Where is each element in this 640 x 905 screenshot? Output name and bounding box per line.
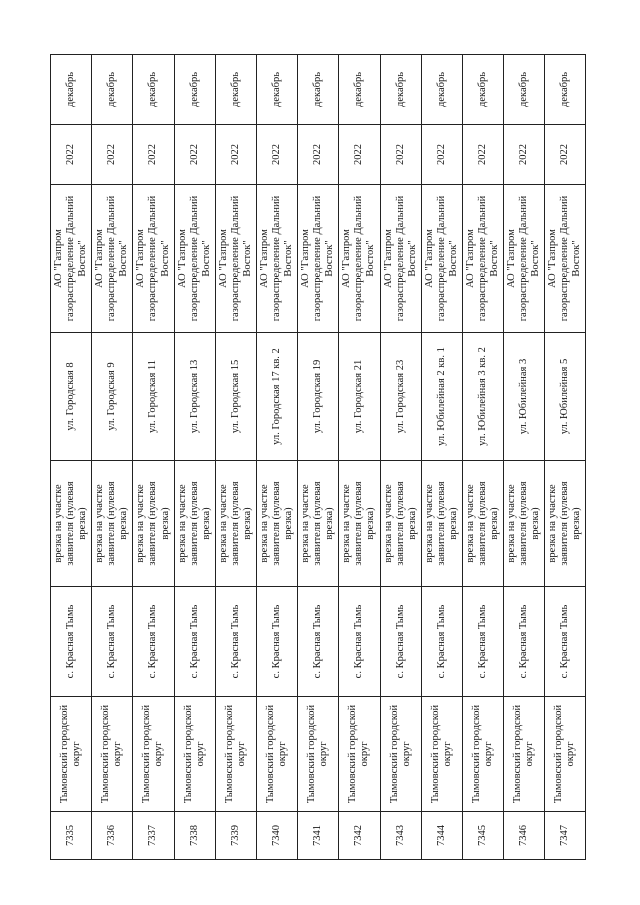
cell-month: декабрь (133, 55, 174, 125)
cell-month: декабрь (339, 55, 380, 125)
cell-organization: АО "Газпром газораспределение Дальний Восток" (462, 185, 503, 333)
cell-work-type: врезка на участке заявителя (нулевая врезка) (421, 461, 462, 587)
cell-month: декабрь (298, 55, 339, 125)
cell-work-type: врезка на участке заявителя (нулевая врезка) (133, 461, 174, 587)
cell-year: 2022 (545, 125, 586, 185)
cell-settlement: с. Красная Тымь (92, 587, 133, 697)
cell-district: Тымовский городской округ (298, 697, 339, 812)
cell-work-type: врезка на участке заявителя (нулевая врезка) (51, 461, 92, 587)
cell-settlement: с. Красная Тымь (298, 587, 339, 697)
cell-year: 2022 (504, 125, 545, 185)
cell-year: 2022 (174, 125, 215, 185)
cell-work-type: врезка на участке заявителя (нулевая врезка) (545, 461, 586, 587)
cell-month: декабрь (92, 55, 133, 125)
cell-organization: АО "Газпром газораспределение Дальний Восток" (92, 185, 133, 333)
table-row (298, 55, 339, 860)
table-row (215, 55, 256, 860)
cell-organization: АО "Газпром газораспределение Дальний Восток" (215, 185, 256, 333)
cell-row-number: 7336 (92, 812, 133, 860)
cell-row-number: 7343 (380, 812, 421, 860)
cell-organization: АО "Газпром газораспределение Дальний Восток" (545, 185, 586, 333)
cell-organization: АО "Газпром газораспределение Дальний Восток" (504, 185, 545, 333)
cell-row-number: 7339 (215, 812, 256, 860)
table-row (339, 55, 380, 860)
document-page (50, 55, 583, 860)
cell-organization: АО "Газпром газораспределение Дальний Восток" (421, 185, 462, 333)
cell-district: Тымовский городской округ (256, 697, 297, 812)
cell-address: ул. Юбилейная 3 (504, 333, 545, 461)
cell-settlement: с. Красная Тымь (215, 587, 256, 697)
cell-month: декабрь (256, 55, 297, 125)
cell-address: ул. Юбилейная 5 (545, 333, 586, 461)
cell-work-type: врезка на участке заявителя (нулевая врезка) (462, 461, 503, 587)
cell-work-type: врезка на участке заявителя (нулевая врезка) (298, 461, 339, 587)
cell-address: ул. Городская 23 (380, 333, 421, 461)
cell-row-number: 7345 (462, 812, 503, 860)
cell-row-number: 7344 (421, 812, 462, 860)
cell-work-type: врезка на участке заявителя (нулевая врезка) (380, 461, 421, 587)
cell-organization: АО "Газпром газораспределение Дальний Восток" (380, 185, 421, 333)
cell-district: Тымовский городской округ (51, 697, 92, 812)
cell-row-number: 7338 (174, 812, 215, 860)
cell-address: ул. Городская 9 (92, 333, 133, 461)
cell-year: 2022 (339, 125, 380, 185)
table-row (421, 55, 462, 860)
cell-address: ул. Городская 17 кв. 2 (256, 333, 297, 461)
table-row (545, 55, 586, 860)
cell-row-number: 7347 (545, 812, 586, 860)
cell-district: Тымовский городской округ (215, 697, 256, 812)
cell-organization: АО "Газпром газораспределение Дальний Восток" (174, 185, 215, 333)
cell-month: декабрь (504, 55, 545, 125)
cell-district: Тымовский городской округ (421, 697, 462, 812)
cell-work-type: врезка на участке заявителя (нулевая врезка) (92, 461, 133, 587)
cell-settlement: с. Красная Тымь (51, 587, 92, 697)
cell-settlement: с. Красная Тымь (380, 587, 421, 697)
table-row (174, 55, 215, 860)
cell-work-type: врезка на участке заявителя (нулевая врезка) (339, 461, 380, 587)
cell-district: Тымовский городской округ (133, 697, 174, 812)
cell-month: декабрь (421, 55, 462, 125)
cell-month: декабрь (462, 55, 503, 125)
cell-month: декабрь (545, 55, 586, 125)
cell-address: ул. Городская 19 (298, 333, 339, 461)
cell-settlement: с. Красная Тымь (256, 587, 297, 697)
cell-address: ул. Юбилейная 2 кв. 1 (421, 333, 462, 461)
cell-work-type: врезка на участке заявителя (нулевая врезка) (215, 461, 256, 587)
cell-year: 2022 (215, 125, 256, 185)
cell-settlement: с. Красная Тымь (133, 587, 174, 697)
table-row (504, 55, 545, 860)
cell-district: Тымовский городской округ (339, 697, 380, 812)
cell-district: Тымовский городской округ (545, 697, 586, 812)
cell-work-type: врезка на участке заявителя (нулевая врезка) (504, 461, 545, 587)
cell-address: ул. Городская 21 (339, 333, 380, 461)
cell-year: 2022 (256, 125, 297, 185)
cell-year: 2022 (133, 125, 174, 185)
cell-month: декабрь (215, 55, 256, 125)
cell-organization: АО "Газпром газораспределение Дальний Восток" (51, 185, 92, 333)
cell-month: декабрь (51, 55, 92, 125)
cell-year: 2022 (92, 125, 133, 185)
cell-address: ул. Городская 8 (51, 333, 92, 461)
cell-district: Тымовский городской округ (462, 697, 503, 812)
cell-row-number: 7337 (133, 812, 174, 860)
cell-organization: АО "Газпром газораспределение Дальний Восток" (339, 185, 380, 333)
cell-organization: АО "Газпром газораспределение Дальний Восток" (298, 185, 339, 333)
cell-row-number: 7342 (339, 812, 380, 860)
table-body (51, 55, 586, 860)
cell-address: ул. Городская 11 (133, 333, 174, 461)
cell-district: Тымовский городской округ (92, 697, 133, 812)
cell-year: 2022 (462, 125, 503, 185)
cell-year: 2022 (51, 125, 92, 185)
cell-year: 2022 (380, 125, 421, 185)
cell-year: 2022 (421, 125, 462, 185)
cell-month: декабрь (380, 55, 421, 125)
cell-work-type: врезка на участке заявителя (нулевая врезка) (256, 461, 297, 587)
table-row (133, 55, 174, 860)
table-row (256, 55, 297, 860)
cell-row-number: 7340 (256, 812, 297, 860)
gas-connection-table (50, 54, 586, 860)
table-row (51, 55, 92, 860)
cell-district: Тымовский городской округ (380, 697, 421, 812)
table-row (92, 55, 133, 860)
cell-settlement: с. Красная Тымь (174, 587, 215, 697)
cell-organization: АО "Газпром газораспределение Дальний Восток" (256, 185, 297, 333)
table-row (380, 55, 421, 860)
cell-row-number: 7346 (504, 812, 545, 860)
cell-settlement: с. Красная Тымь (504, 587, 545, 697)
cell-settlement: с. Красная Тымь (545, 587, 586, 697)
cell-address: ул. Городская 13 (174, 333, 215, 461)
cell-settlement: с. Красная Тымь (421, 587, 462, 697)
cell-row-number: 7341 (298, 812, 339, 860)
table-row (462, 55, 503, 860)
cell-row-number: 7335 (51, 812, 92, 860)
cell-settlement: с. Красная Тымь (462, 587, 503, 697)
cell-district: Тымовский городской округ (174, 697, 215, 812)
cell-district: Тымовский городской округ (504, 697, 545, 812)
cell-address: ул. Городская 15 (215, 333, 256, 461)
cell-settlement: с. Красная Тымь (339, 587, 380, 697)
cell-year: 2022 (298, 125, 339, 185)
cell-work-type: врезка на участке заявителя (нулевая врезка) (174, 461, 215, 587)
cell-organization: АО "Газпром газораспределение Дальний Восток" (133, 185, 174, 333)
cell-address: ул. Юбилейная 3 кв. 2 (462, 333, 503, 461)
cell-month: декабрь (174, 55, 215, 125)
